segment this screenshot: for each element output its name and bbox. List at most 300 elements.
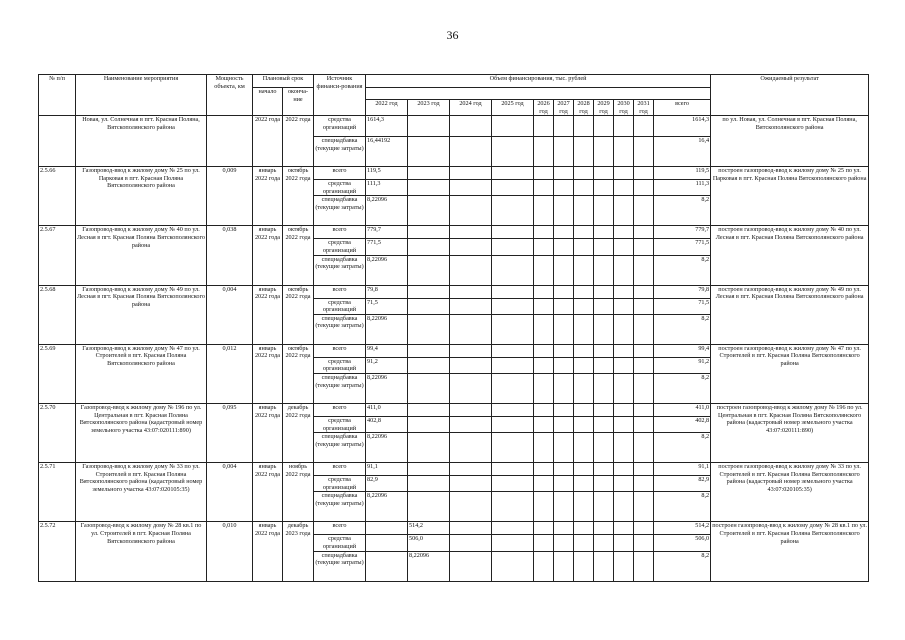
value-empty <box>492 551 534 581</box>
value-2022: 91,2 <box>366 357 408 373</box>
value-empty <box>594 180 614 196</box>
value-empty <box>534 551 554 581</box>
source-cell: средства организаций <box>314 116 366 137</box>
value-empty <box>450 357 492 373</box>
value-empty <box>594 226 614 239</box>
value-empty <box>554 535 574 551</box>
value-empty <box>614 116 634 137</box>
activity-name: Газопровод-ввод к жилому дому № 28 кв.1 по ул. Строителей в пгт. Красная Поляна Вятскополянского района <box>76 522 207 581</box>
value-empty <box>614 357 634 373</box>
source-cell: всего <box>314 167 366 180</box>
value-empty <box>574 255 594 285</box>
value-empty <box>554 433 574 463</box>
value-total: 71,5 <box>654 298 711 314</box>
source-cell: средства организаций <box>314 416 366 432</box>
capacity-cell: 0,038 <box>207 226 253 285</box>
value-2023 <box>408 416 450 432</box>
value-empty <box>594 463 614 476</box>
value-empty <box>614 535 634 551</box>
value-empty <box>574 137 594 167</box>
end-cell: декабрь 2022 года <box>283 403 314 462</box>
value-empty <box>492 373 534 403</box>
value-empty <box>574 551 594 581</box>
end-cell: 2022 года <box>283 116 314 167</box>
row-number: 2.5.68 <box>39 285 76 344</box>
start-cell: 2022 года <box>253 116 283 167</box>
value-total: 402,8 <box>654 416 711 432</box>
source-cell: спецнадбавка (текущие затраты) <box>314 255 366 285</box>
value-empty <box>594 416 614 432</box>
table-row <box>39 226 869 239</box>
table-row <box>39 522 869 535</box>
value-empty <box>492 298 534 314</box>
value-empty <box>614 180 634 196</box>
value-empty <box>534 463 554 476</box>
value-empty <box>574 357 594 373</box>
value-empty <box>594 116 614 137</box>
value-2022: 779,7 <box>366 226 408 239</box>
value-2022: 71,5 <box>366 298 408 314</box>
value-empty <box>534 535 554 551</box>
value-total: 1614,3 <box>654 116 711 137</box>
row-number: 2.5.72 <box>39 522 76 581</box>
value-empty <box>534 239 554 255</box>
value-2023: 8,22096 <box>408 551 450 581</box>
source-cell: всего <box>314 226 366 239</box>
source-cell: средства организаций <box>314 535 366 551</box>
row-number: 2.5.66 <box>39 167 76 226</box>
value-empty <box>634 344 654 357</box>
value-empty <box>450 416 492 432</box>
value-empty <box>534 373 554 403</box>
row-number: 2.5.67 <box>39 226 76 285</box>
header-volume: Объем финансирования, тыс. рублей <box>366 75 711 88</box>
value-2022: 402,8 <box>366 416 408 432</box>
source-cell: всего <box>314 285 366 298</box>
value-empty <box>594 314 614 344</box>
activity-name: Газопровод-ввод к жилому дому № 49 по ул. Лесная в пгт. Красная Поляна Вятскополянского района <box>76 285 207 344</box>
table-row <box>39 344 869 357</box>
source-cell: средства организаций <box>314 298 366 314</box>
value-empty <box>492 137 534 167</box>
header-year: 2030 год <box>614 100 634 116</box>
value-empty <box>634 433 654 463</box>
value-empty <box>594 433 614 463</box>
value-empty <box>554 196 574 226</box>
value-2023 <box>408 255 450 285</box>
source-cell: спецнадбавка (текущие затраты) <box>314 433 366 463</box>
header-period: Плановый срок <box>253 75 314 88</box>
value-empty <box>554 167 574 180</box>
value-total: 8,2 <box>654 314 711 344</box>
value-empty <box>574 476 594 492</box>
value-2023 <box>408 239 450 255</box>
value-2023 <box>408 298 450 314</box>
value-empty <box>554 357 574 373</box>
value-empty <box>450 463 492 476</box>
value-empty <box>594 373 614 403</box>
start-cell: январь 2022 года <box>253 167 283 226</box>
value-empty <box>534 196 554 226</box>
value-empty <box>574 239 594 255</box>
value-empty <box>450 116 492 137</box>
source-cell: спецнадбавка (текущие затраты) <box>314 137 366 167</box>
value-empty <box>492 196 534 226</box>
value-empty <box>574 196 594 226</box>
value-empty <box>450 137 492 167</box>
value-empty <box>492 535 534 551</box>
value-empty <box>492 492 534 522</box>
value-2022: 8,22096 <box>366 255 408 285</box>
value-2023 <box>408 226 450 239</box>
capacity-cell <box>207 116 253 167</box>
value-2023 <box>408 116 450 137</box>
value-2022: 119,5 <box>366 167 408 180</box>
value-empty <box>450 298 492 314</box>
value-empty <box>554 344 574 357</box>
value-empty <box>492 416 534 432</box>
value-2022: 411,0 <box>366 403 408 416</box>
value-empty <box>634 492 654 522</box>
value-empty <box>594 522 614 535</box>
source-cell: средства организаций <box>314 357 366 373</box>
value-2023 <box>408 373 450 403</box>
value-empty <box>554 180 574 196</box>
value-2023: 514,2 <box>408 522 450 535</box>
value-empty <box>554 522 574 535</box>
value-empty <box>634 239 654 255</box>
value-total: 514,2 <box>654 522 711 535</box>
value-empty <box>554 285 574 298</box>
start-cell: январь 2022 года <box>253 403 283 462</box>
value-empty <box>634 403 654 416</box>
header-year: 2027 год <box>554 100 574 116</box>
value-2022 <box>366 551 408 581</box>
value-total: 771,5 <box>654 239 711 255</box>
value-empty <box>534 285 554 298</box>
row-number: 2.5.71 <box>39 463 76 522</box>
result-cell: построен газопровод-ввод к жилому дому № 47 по ул. Строителей в пгт. Красная Поляна Вятскополянского района <box>711 344 869 403</box>
value-empty <box>450 239 492 255</box>
value-2022: 111,3 <box>366 180 408 196</box>
value-empty <box>554 239 574 255</box>
start-cell: январь 2022 года <box>253 226 283 285</box>
source-cell: всего <box>314 463 366 476</box>
value-empty <box>554 226 574 239</box>
source-cell: всего <box>314 344 366 357</box>
value-empty <box>614 551 634 581</box>
value-empty <box>614 433 634 463</box>
value-empty <box>534 167 554 180</box>
value-2022: 82,9 <box>366 476 408 492</box>
value-empty <box>534 137 554 167</box>
result-cell: по ул. Новая, ул. Солнечная в пгт. Красная Поляна, Вятскополянского района <box>711 116 869 167</box>
value-2023 <box>408 344 450 357</box>
value-2022: 8,22096 <box>366 433 408 463</box>
value-empty <box>614 255 634 285</box>
value-empty <box>614 226 634 239</box>
value-empty <box>634 226 654 239</box>
row-number: 2.5.70 <box>39 403 76 462</box>
header-year: 2026 год <box>534 100 554 116</box>
value-empty <box>574 403 594 416</box>
value-empty <box>594 344 614 357</box>
value-empty <box>574 522 594 535</box>
source-cell: спецнадбавка (текущие затраты) <box>314 492 366 522</box>
value-2023 <box>408 167 450 180</box>
value-total: 8,2 <box>654 196 711 226</box>
result-cell: построен газопровод-ввод к жилому дому № 196 по ул. Центральная в пгт. Красная Поляна Вятскополянского района (кадастровый номер земельного участка 43:07:020111:890) <box>711 403 869 462</box>
value-empty <box>492 522 534 535</box>
value-total: 8,2 <box>654 373 711 403</box>
value-empty <box>450 180 492 196</box>
value-empty <box>554 373 574 403</box>
value-empty <box>634 180 654 196</box>
activity-name: Газопровод-ввод к жилому дому № 196 по ул. Центральная в пгт. Красная Поляна Вятскополянского района (кадастровый номер земельного участка 43:07:020111:890) <box>76 403 207 462</box>
value-2022 <box>366 522 408 535</box>
value-empty <box>634 535 654 551</box>
value-total: 8,2 <box>654 492 711 522</box>
value-empty <box>450 433 492 463</box>
value-empty <box>554 255 574 285</box>
value-total: 8,2 <box>654 255 711 285</box>
value-empty <box>594 535 614 551</box>
header-result: Ожидаемый результат <box>711 75 869 116</box>
value-empty <box>554 551 574 581</box>
table-row <box>39 285 869 298</box>
value-empty <box>534 116 554 137</box>
value-2023 <box>408 492 450 522</box>
end-cell: октябрь 2022 года <box>283 285 314 344</box>
value-empty <box>614 167 634 180</box>
value-empty <box>450 535 492 551</box>
value-empty <box>614 344 634 357</box>
header-year: всего <box>654 100 711 116</box>
value-empty <box>574 226 594 239</box>
result-cell: построен газопровод-ввод к жилому дому № 28 кв.1 по ул. Строителей в пгт. Красная Поляна Вятскополянского района <box>711 522 869 581</box>
value-empty <box>534 314 554 344</box>
value-empty <box>554 403 574 416</box>
value-2022: 99,4 <box>366 344 408 357</box>
value-2023 <box>408 180 450 196</box>
result-cell: построен газопровод-ввод к жилому дому № 25 по ул. Парковая в пгт. Красная Поляна Вятскополянского района <box>711 167 869 226</box>
value-empty <box>450 403 492 416</box>
value-empty <box>534 357 554 373</box>
header-num: № п/п <box>39 75 76 116</box>
value-empty <box>492 180 534 196</box>
value-empty <box>574 492 594 522</box>
value-empty <box>492 255 534 285</box>
value-empty <box>574 116 594 137</box>
value-total: 82,9 <box>654 476 711 492</box>
value-empty <box>634 551 654 581</box>
value-total: 91,2 <box>654 357 711 373</box>
header-year: 2025 год <box>492 100 534 116</box>
value-empty <box>634 476 654 492</box>
value-empty <box>492 116 534 137</box>
value-total: 91,1 <box>654 463 711 476</box>
header-year: 2029 год <box>594 100 614 116</box>
value-empty <box>594 476 614 492</box>
value-empty <box>574 167 594 180</box>
start-cell: январь 2022 года <box>253 463 283 522</box>
value-empty <box>554 476 574 492</box>
value-empty <box>534 433 554 463</box>
value-empty <box>614 416 634 432</box>
value-2022: 8,22096 <box>366 314 408 344</box>
source-cell: всего <box>314 403 366 416</box>
value-empty <box>450 226 492 239</box>
header-year: 2024 год <box>450 100 492 116</box>
activity-name: Газопровод-ввод к жилому дому № 33 по ул. Строителей в пгт. Красная Поляна Вятскополянского района (кадастровый номер земельного участка 43:07:020105:35) <box>76 463 207 522</box>
value-empty <box>554 463 574 476</box>
row-number: 2.5.69 <box>39 344 76 403</box>
value-2023 <box>408 285 450 298</box>
value-2023 <box>408 463 450 476</box>
value-empty <box>574 373 594 403</box>
value-empty <box>450 196 492 226</box>
capacity-cell: 0,004 <box>207 463 253 522</box>
value-empty <box>534 180 554 196</box>
value-2023 <box>408 433 450 463</box>
page-number: 36 <box>446 28 459 42</box>
value-2022: 79,8 <box>366 285 408 298</box>
activity-name: Газопровод-ввод к жилому дому № 25 по ул. Парковая в пгт. Красная Поляна Вятскополянского района <box>76 167 207 226</box>
value-total: 111,3 <box>654 180 711 196</box>
value-empty <box>492 285 534 298</box>
value-empty <box>534 492 554 522</box>
value-empty <box>634 416 654 432</box>
value-empty <box>634 298 654 314</box>
source-cell: спецнадбавка (текущие затраты) <box>314 196 366 226</box>
value-empty <box>450 255 492 285</box>
value-empty <box>554 416 574 432</box>
value-total: 99,4 <box>654 344 711 357</box>
value-empty <box>534 403 554 416</box>
end-cell: декабрь 2023 года <box>283 522 314 581</box>
value-empty <box>574 285 594 298</box>
value-2023 <box>408 403 450 416</box>
value-2022: 8,22096 <box>366 373 408 403</box>
value-empty <box>594 285 614 298</box>
header-year: 2031 год <box>634 100 654 116</box>
value-empty <box>450 344 492 357</box>
capacity-cell: 0,009 <box>207 167 253 226</box>
header-name: Наименование мероприятия <box>76 75 207 116</box>
value-empty <box>634 137 654 167</box>
value-empty <box>492 357 534 373</box>
start-cell: январь 2022 года <box>253 522 283 581</box>
value-empty <box>450 551 492 581</box>
value-total: 16,4 <box>654 137 711 167</box>
capacity-cell: 0,004 <box>207 285 253 344</box>
value-2023 <box>408 357 450 373</box>
header-end: оконча-ние <box>283 88 314 116</box>
result-cell: построен газопровод-ввод к жилому дому № 49 по ул. Лесная в пгт. Красная Поляна Вятскополянского района <box>711 285 869 344</box>
value-2022 <box>366 535 408 551</box>
source-cell: спецнадбавка (текущие затраты) <box>314 551 366 581</box>
value-empty <box>634 116 654 137</box>
value-empty <box>492 463 534 476</box>
value-empty <box>574 344 594 357</box>
value-empty <box>492 344 534 357</box>
header-start: начало <box>253 88 283 116</box>
value-empty <box>614 314 634 344</box>
header-year: 2028 год <box>574 100 594 116</box>
value-empty <box>574 180 594 196</box>
value-empty <box>634 522 654 535</box>
value-empty <box>594 196 614 226</box>
value-empty <box>614 373 634 403</box>
value-2023: 506,0 <box>408 535 450 551</box>
value-empty <box>634 196 654 226</box>
source-cell: средства организаций <box>314 239 366 255</box>
financing-table <box>38 74 869 582</box>
value-empty <box>492 433 534 463</box>
source-cell: спецнадбавка (текущие затраты) <box>314 314 366 344</box>
value-empty <box>574 314 594 344</box>
value-empty <box>450 314 492 344</box>
end-cell: октябрь 2022 года <box>283 167 314 226</box>
value-2022: 8,22096 <box>366 196 408 226</box>
value-empty <box>594 167 614 180</box>
value-empty <box>534 522 554 535</box>
value-empty <box>492 226 534 239</box>
capacity-cell: 0,012 <box>207 344 253 403</box>
value-empty <box>450 285 492 298</box>
activity-name: Газопровод-ввод к жилому дому № 47 по ул. Строителей в пгт. Красная Поляна Вятскополянского района <box>76 344 207 403</box>
value-empty <box>574 433 594 463</box>
row-number <box>39 116 76 167</box>
capacity-cell: 0,010 <box>207 522 253 581</box>
value-2023 <box>408 196 450 226</box>
value-empty <box>492 167 534 180</box>
value-empty <box>634 373 654 403</box>
value-empty <box>634 167 654 180</box>
value-total: 8,2 <box>654 551 711 581</box>
value-empty <box>614 492 634 522</box>
value-empty <box>614 522 634 535</box>
activity-name: Новая, ул. Солнечная в пгт. Красная Поляна, Вятскополянского района <box>76 116 207 167</box>
table-row <box>39 116 869 137</box>
value-empty <box>594 492 614 522</box>
value-empty <box>614 463 634 476</box>
value-empty <box>534 416 554 432</box>
value-2023 <box>408 314 450 344</box>
capacity-cell: 0,095 <box>207 403 253 462</box>
value-empty <box>574 463 594 476</box>
value-total: 779,7 <box>654 226 711 239</box>
header-source: Источник финанси-рования <box>314 75 366 116</box>
value-empty <box>614 476 634 492</box>
source-cell: средства организаций <box>314 476 366 492</box>
value-empty <box>534 226 554 239</box>
value-empty <box>574 298 594 314</box>
end-cell: ноябрь 2022 года <box>283 463 314 522</box>
value-empty <box>614 285 634 298</box>
start-cell: январь 2022 года <box>253 344 283 403</box>
value-empty <box>634 314 654 344</box>
value-2022: 8,22096 <box>366 492 408 522</box>
value-empty <box>492 476 534 492</box>
value-total: 506,0 <box>654 535 711 551</box>
value-empty <box>614 239 634 255</box>
value-total: 79,8 <box>654 285 711 298</box>
value-2023 <box>408 137 450 167</box>
table-row <box>39 403 869 416</box>
value-empty <box>554 492 574 522</box>
table-row <box>39 167 869 180</box>
